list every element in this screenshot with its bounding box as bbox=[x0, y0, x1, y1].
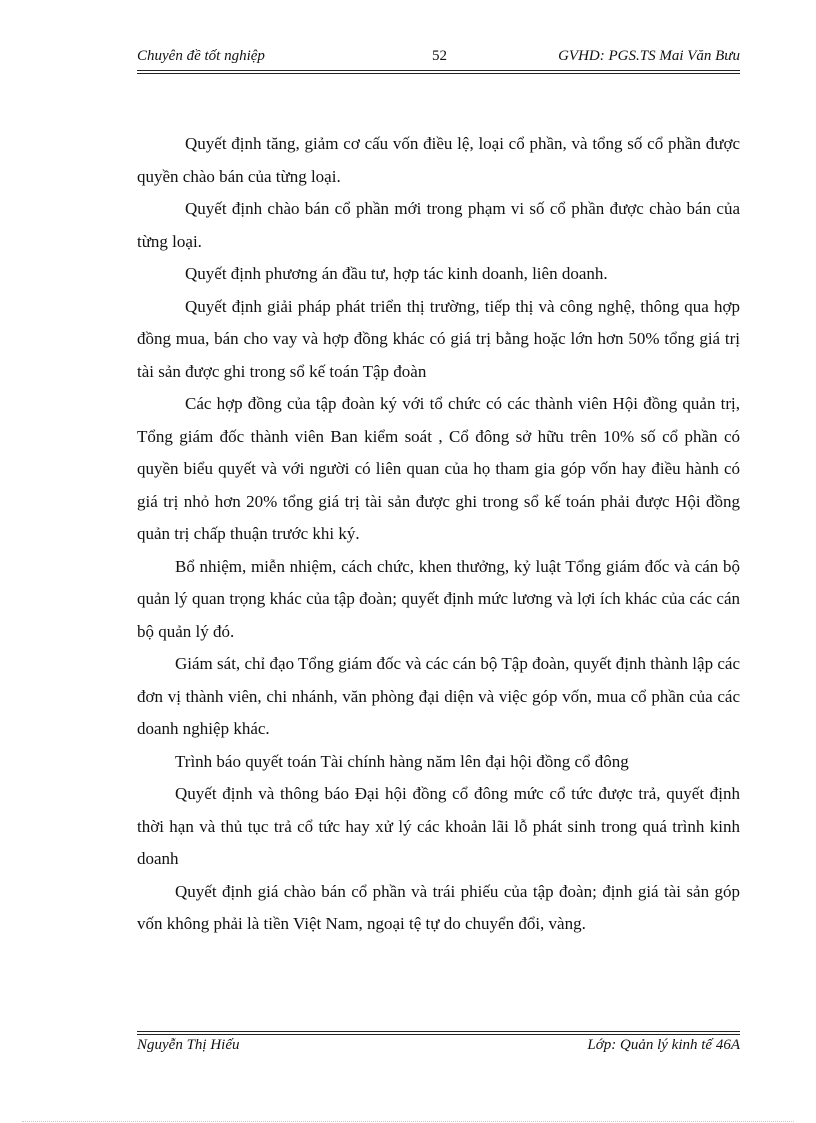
paragraph: Quyết định tăng, giảm cơ cấu vốn điều lệ, loại cổ phần, và tổng số cổ phần được quyền chào bán của từng loại. bbox=[137, 134, 740, 186]
header-supervisor: GVHD: PGS.TS Mai Văn Bưu bbox=[558, 48, 740, 64]
paragraph: Giám sát, chỉ đạo Tổng giám đốc và các cán bộ Tập đoàn, quyết định thành lập các đơn vị thành viên, chi nhánh, văn phòng đại diện và việc góp vốn, mua cổ phần của các doanh nghiệp khác. bbox=[137, 654, 740, 738]
paragraph: Trình báo quyết toán Tài chính hàng năm lên đại hội đồng cổ đông bbox=[175, 751, 629, 771]
header-title: Chuyên đề tốt nghiệp bbox=[137, 48, 265, 64]
page-header bbox=[137, 48, 740, 70]
footer-author: Nguyễn Thị Hiếu bbox=[137, 1037, 240, 1053]
paragraph: Quyết định giải pháp phát triển thị trường, tiếp thị và công nghệ, thông qua hợp đồng mua, bán cho vay và hợp đồng khác có giá trị bằng hoặc lớn hơn 50% tổng giá trị tài sản được ghi trong sổ kế toán Tập đoàn bbox=[137, 296, 740, 381]
body-text bbox=[137, 128, 740, 941]
page-footer bbox=[137, 1037, 740, 1059]
paragraph: Quyết định chào bán cổ phần mới trong phạm vi số cổ phần được chào bán của từng loại. bbox=[137, 199, 740, 251]
page-number: 52 bbox=[432, 48, 447, 64]
footer-class: Lớp: Quản lý kinh tế 46A bbox=[587, 1037, 740, 1053]
paragraph: Bổ nhiệm, miễn nhiệm, cách chức, khen thưởng, kỷ luật Tổng giám đốc và cán bộ quản lý quan trọng khác của tập đoàn; quyết định mức lương và lợi ích khác của các cán bộ quản lý đó. bbox=[137, 556, 740, 641]
paragraph: Quyết định phương án đầu tư, hợp tác kinh doanh, liên doanh. bbox=[185, 264, 608, 283]
paragraph: Quyết định giá chào bán cổ phần và trái phiếu của tập đoàn; định giá tài sản góp vốn không phải là tiền Việt Nam, ngoại tệ tự do chuyển đổi, vàng. bbox=[137, 881, 740, 933]
header-divider bbox=[137, 70, 740, 74]
footer-divider bbox=[137, 1031, 740, 1035]
page-edge-divider bbox=[22, 1121, 794, 1122]
paragraph: Các hợp đồng của tập đoàn ký với tổ chức có các thành viên Hội đồng quản trị, Tổng giám đốc thành viên Ban kiểm soát , Cổ đông sở hữu trên 10% số cổ phần có quyền biểu quyết và với người có liên quan của họ tham gia góp vốn hay điều hành có giá trị nhỏ hơn 20% tổng giá trị tài sản được ghi trong sổ kế toán phải được Hội đồng quản trị chấp thuận trước khi ký. bbox=[137, 394, 740, 543]
paragraph: Quyết định và thông báo Đại hội đồng cổ đông mức cổ tức được trả, quyết định thời hạn và thủ tục trả cổ tức hay xử lý các khoản lãi lỗ phát sinh trong quá trình kinh doanh bbox=[137, 784, 740, 868]
